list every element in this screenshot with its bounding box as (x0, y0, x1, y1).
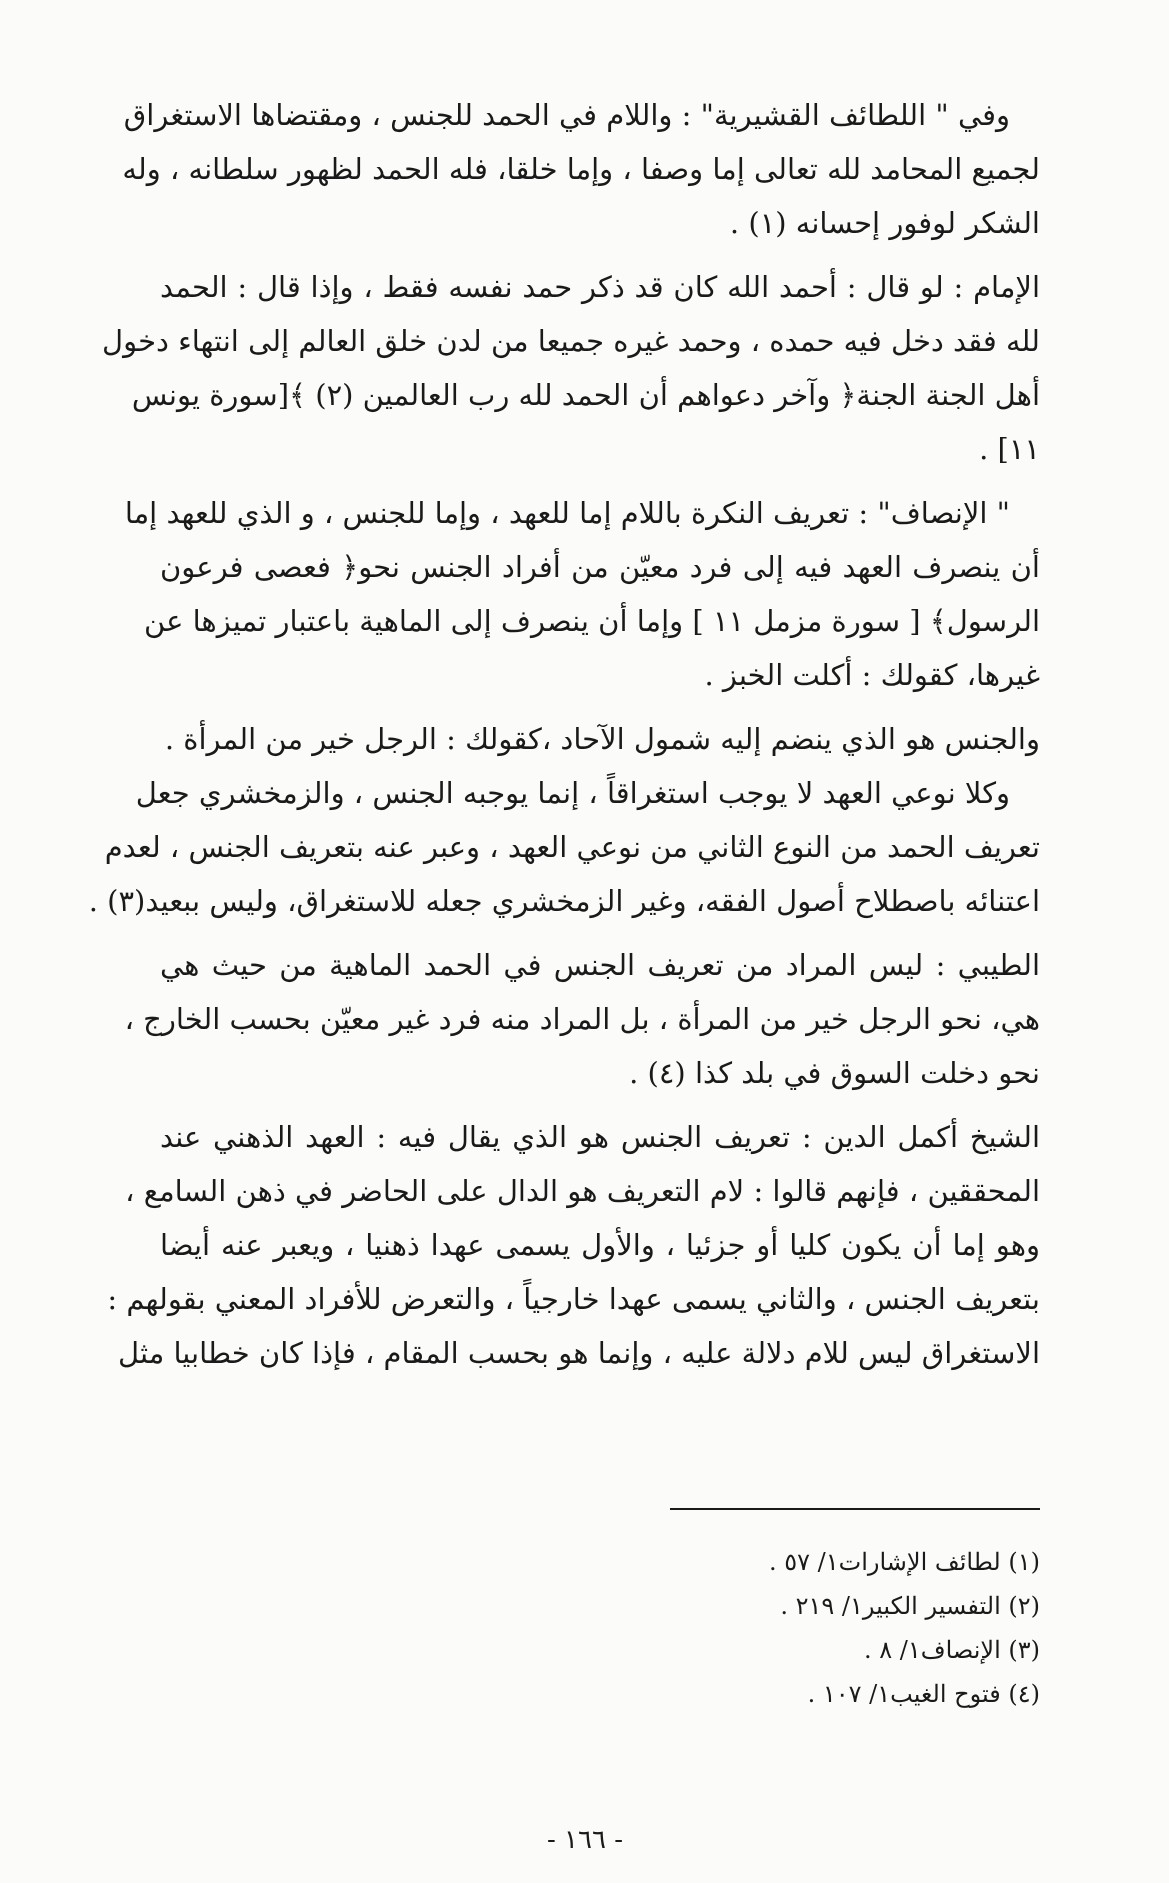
footnote-1: (١) لطائف الإشارات١/ ٥٧ . (768, 1548, 1040, 1576)
text-line: ١١] . (979, 432, 1040, 466)
text-line: " الإنصاف" : تعريف النكرة باللام إما للعهد ، وإما للجنس ، و الذي للعهد إما (124, 496, 1010, 530)
text-line: وهو إما أن يكون كليا أو جزئيا ، والأول يسمى عهدا ذهنيا ، ويعبر عنه أيضا (160, 1228, 1040, 1262)
text-line: لجميع المحامد لله تعالى إما وصفا ، وإما خلقا، فله الحمد لظهور سلطانه ، وله (122, 152, 1040, 186)
text-line: الاستغراق ليس للام دلالة عليه ، وإنما هو بحسب المقام ، فإذا كان خطابيا مثل (118, 1336, 1040, 1370)
page-number: - ١٦٦ - (546, 1825, 624, 1855)
footnote-3: (٣) الإنصاف١/ ٨ . (863, 1636, 1040, 1664)
text-line: أهل الجنة الجنة﴿ وآخر دعواهم أن الحمد لله رب العالمين (٢) ﴾[سورة يونس (131, 378, 1040, 412)
text-line: نحو دخلت السوق في بلد كذا (٤) . (629, 1056, 1040, 1090)
text-line: غيرها، كقولك : أكلت الخبز . (704, 658, 1040, 692)
text-line: بتعريف الجنس ، والثاني يسمى عهدا خارجياً ، والتعرض للأفراد المعني بقولهم : (107, 1282, 1040, 1316)
footnote-separator (670, 1508, 1040, 1510)
text-line: المحققين ، فإنهم قالوا : لام التعريف هو الدال على الحاضر في ذهن السامع ، (125, 1174, 1040, 1208)
text-line: الشكر لوفور إحسانه (١) . (729, 206, 1040, 240)
text-line: أن ينصرف العهد فيه إلى فرد معيّن من أفراد الجنس نحو﴿ فعصى فرعون (160, 550, 1040, 584)
text-line: لله فقد دخل فيه حمده ، وحمد غيره جميعا من لدن خلق العالم إلى انتهاء دخول (102, 324, 1040, 358)
footnotes (600, 1540, 1040, 1716)
text-line: الرسول﴾ [ سورة مزمل ١١ ] وإما أن ينصرف إلى الماهية باعتبار تميزها عن (144, 604, 1040, 638)
text-line: الشيخ أكمل الدين : تعريف الجنس هو الذي يقال فيه : العهد الذهني عند (160, 1120, 1040, 1154)
text-line: اعتنائه باصطلاح أصول الفقه، وغير الزمخشري جعله للاستغراق، وليس ببعيد(٣) . (88, 884, 1040, 918)
text-line: تعريف الحمد من النوع الثاني من نوعي العهد ، وعبر عنه بتعريف الجنس ، لعدم (104, 830, 1040, 864)
text-line: وفي " اللطائف القشيرية" : واللام في الحمد للجنس ، ومقتضاها الاستغراق (123, 98, 1010, 132)
text-line: هي، نحو الرجل خير من المرأة ، بل المراد منه فرد غير معيّن بحسب الخارج ، (124, 1002, 1040, 1036)
text-line: وكلا نوعي العهد لا يوجب استغراقاً ، إنما يوجبه الجنس ، والزمخشري جعل (135, 776, 1010, 810)
footnote-2: (٢) التفسير الكبير١/ ٢١٩ . (780, 1592, 1040, 1620)
footnote-4: (٤) فتوح الغيب١/ ١٠٧ . (807, 1680, 1040, 1708)
text-line: والجنس هو الذي ينضم إليه شمول الآحاد ،كقولك : الرجل خير من المرأة . (164, 722, 1040, 756)
body-text (88, 88, 1040, 1380)
text-line: الطيبي : ليس المراد من تعريف الجنس في الحمد الماهية من حيث هي (160, 948, 1040, 982)
text-line: الإمام : لو قال : أحمد الله كان قد ذكر حمد نفسه فقط ، وإذا قال : الحمد (160, 270, 1040, 304)
